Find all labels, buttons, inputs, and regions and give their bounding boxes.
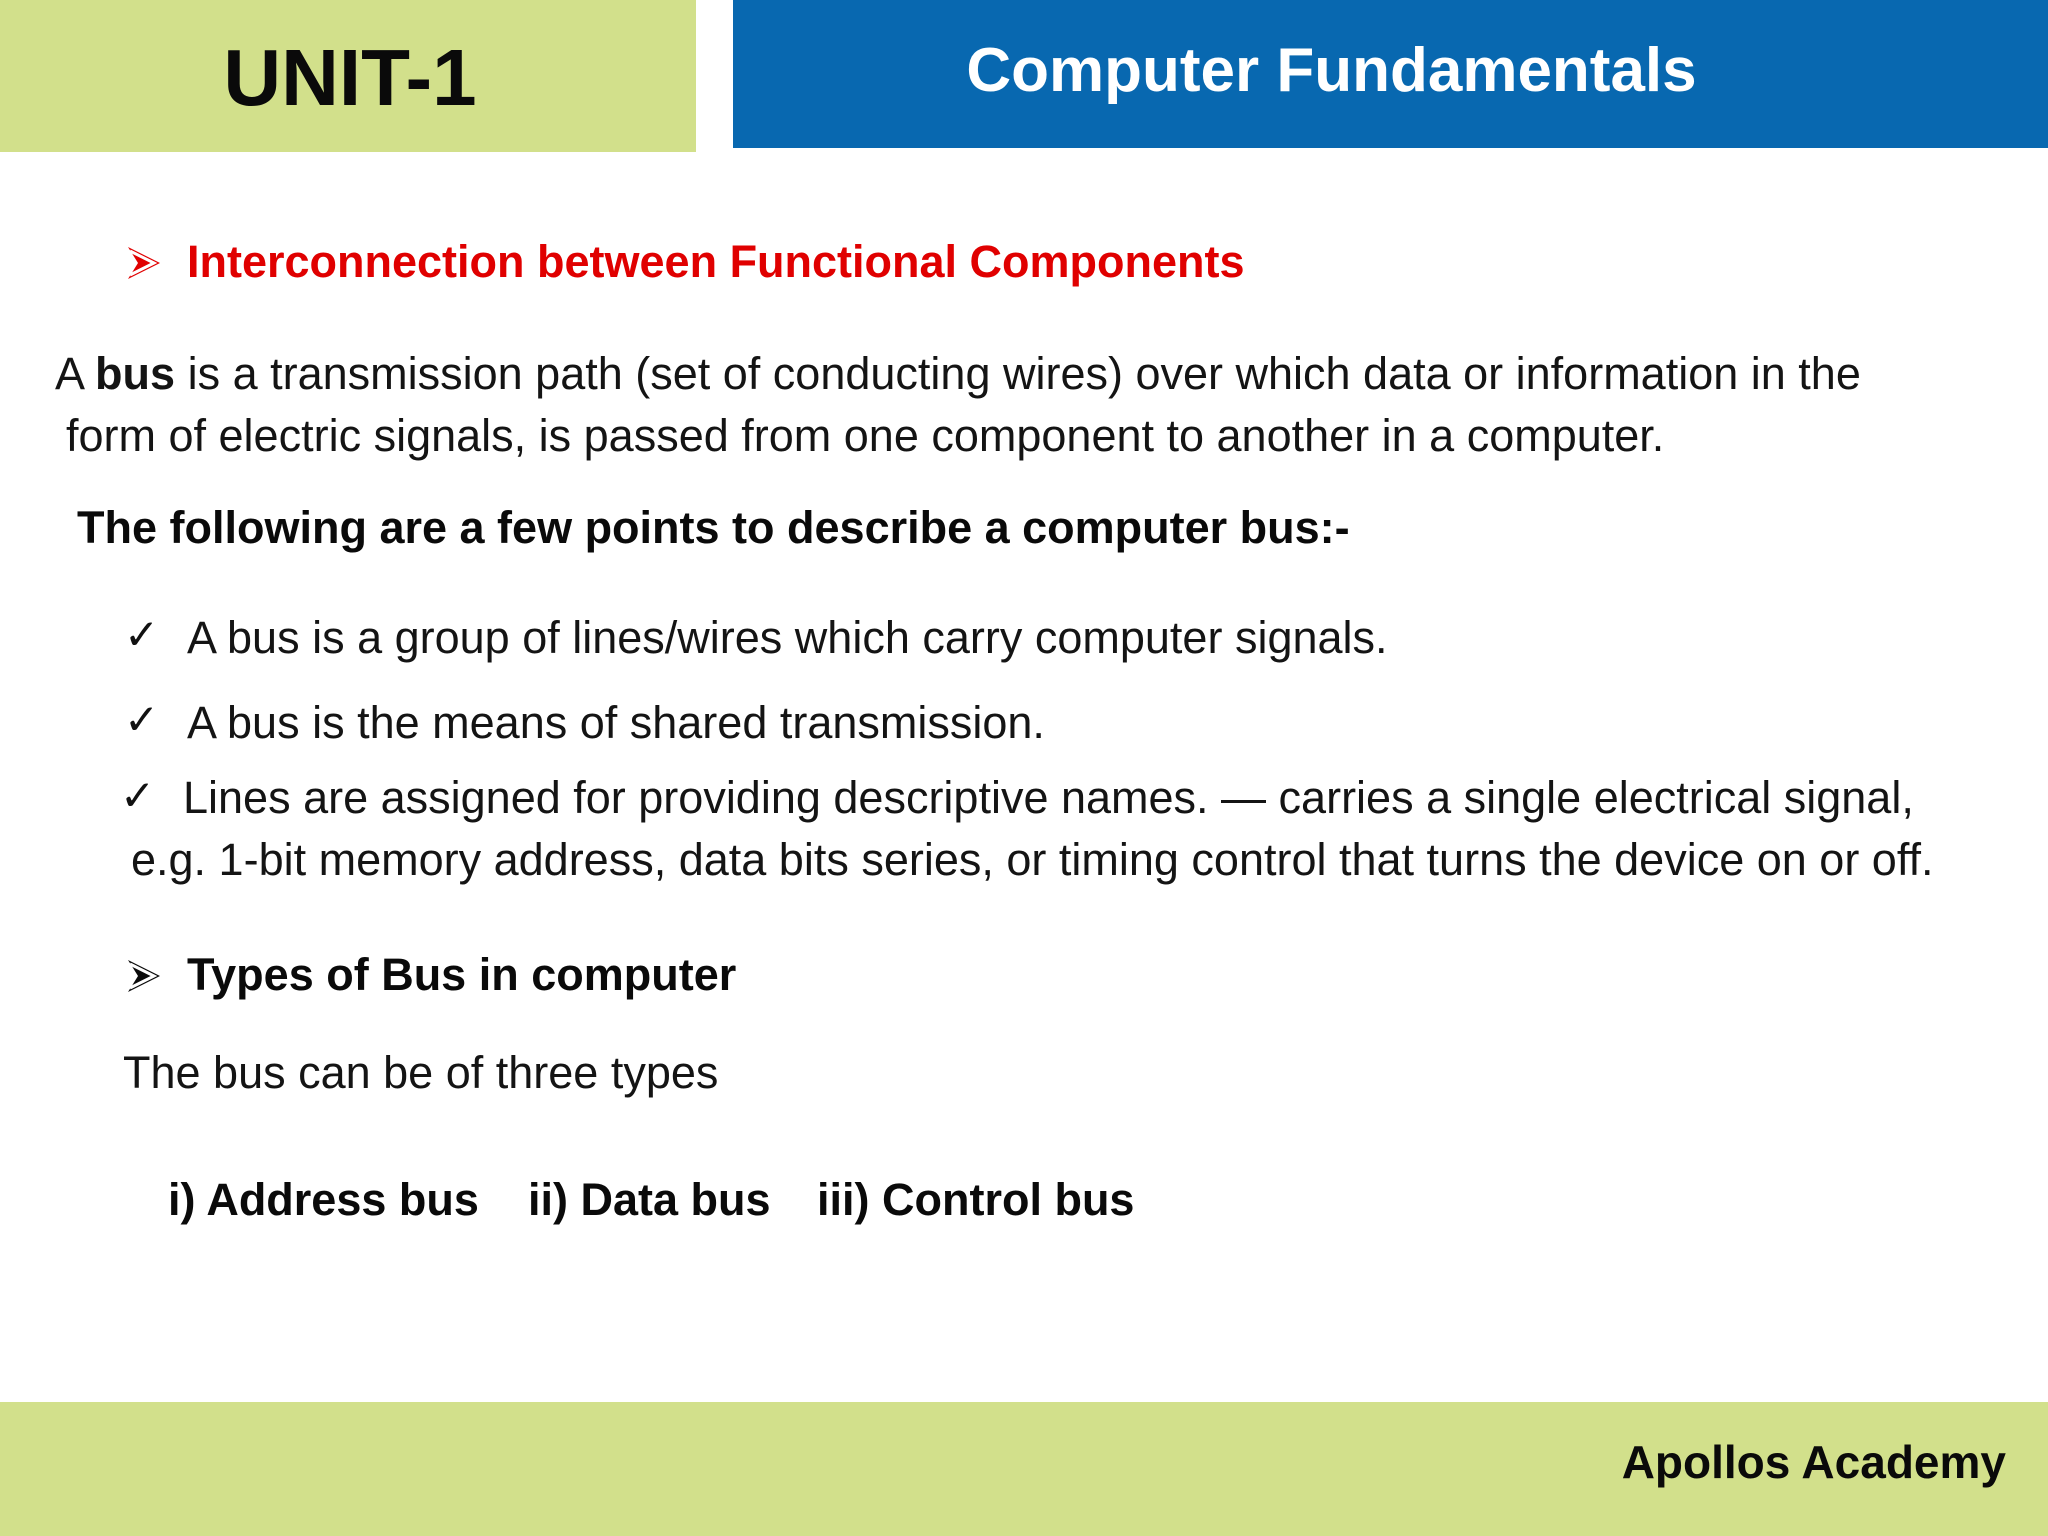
point-1: A bus is a group of lines/wires which carry computer signals.	[187, 612, 1388, 663]
arrow-bullet-icon	[126, 245, 162, 281]
section-heading-interconnection: Interconnection between Functional Components	[187, 236, 1245, 287]
bus-type-data: ii) Data bus	[528, 1174, 771, 1225]
intro-line-2: form of electric signals, is passed from one component to another in a computer.	[66, 410, 1665, 461]
intro-bold-term: bus	[95, 348, 176, 399]
point-2: A bus is the means of shared transmission.	[187, 697, 1045, 748]
intro-line-1	[55, 348, 1861, 400]
intro-prefix: A	[55, 348, 96, 399]
check-icon: ✓	[124, 695, 160, 744]
points-heading: The following are a few points to describe a computer bus:-	[77, 502, 1350, 553]
page-title: Computer Fundamentals	[966, 36, 1697, 105]
arrow-bullet-icon	[126, 958, 162, 994]
footer-brand: Apollos Academy	[1621, 1436, 2006, 1488]
types-intro: The bus can be of three types	[123, 1047, 719, 1098]
check-icon: ✓	[120, 771, 156, 820]
unit-label: UNIT-1	[223, 33, 477, 122]
section-heading-types: Types of Bus in computer	[187, 949, 737, 1000]
point-3-continuation: e.g. 1-bit memory address, data bits series, or timing control that turns the device on or off.	[131, 834, 1934, 885]
point-3: Lines are assigned for providing descriptive names. — carries a single electrical signal,	[183, 772, 1914, 823]
bus-type-address: i) Address bus	[168, 1174, 479, 1225]
intro-rest: is a transmission path (set of conducting wires) over which data or information in the	[175, 348, 1861, 399]
check-icon: ✓	[124, 610, 160, 659]
bus-type-control: iii) Control bus	[817, 1174, 1135, 1225]
